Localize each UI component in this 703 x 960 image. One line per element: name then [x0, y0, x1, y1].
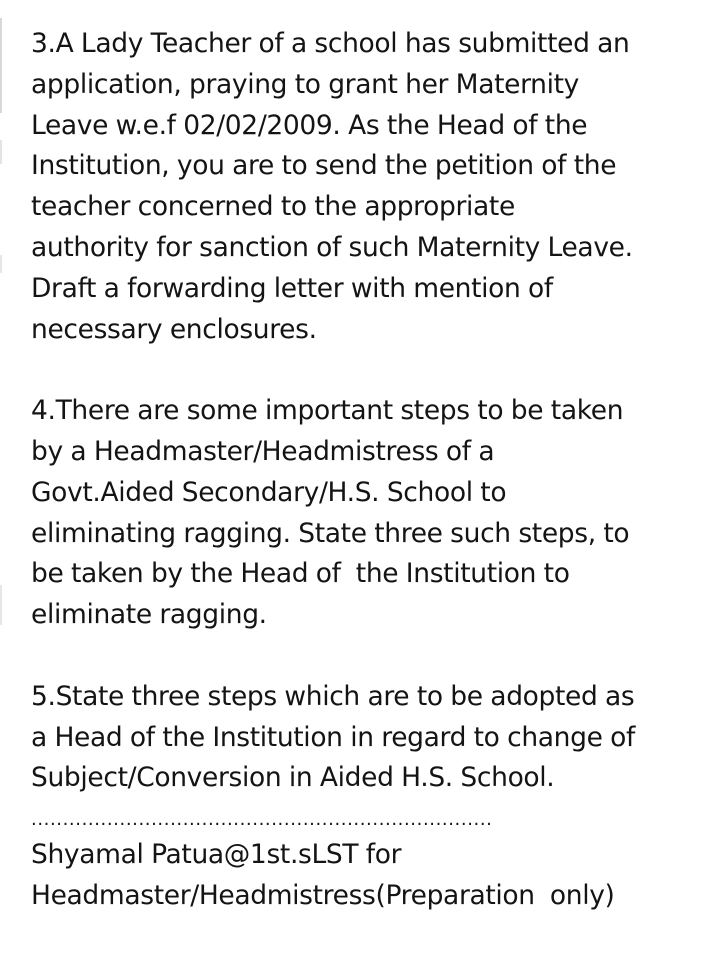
question-3-line: teacher concerned to the appropriate — [31, 191, 515, 223]
scan-edge-mark — [0, 585, 2, 625]
paragraph-gap — [31, 636, 691, 677]
question-3-line: Draft a forwarding letter with mention of — [31, 272, 553, 304]
question-3-line: 3.A Lady Teacher of a school has submitted an — [31, 28, 630, 59]
footer-line: Headmaster/Headmistress(Preparation only) — [31, 879, 615, 911]
question-4-line: be taken by the Head of the Institution to — [31, 558, 570, 590]
question-3-line: authority for sanction of such Maternity Leave. — [31, 231, 633, 263]
scan-edge-mark — [0, 140, 2, 164]
question-5-line: a Head of the Institution in regard to change of — [31, 721, 635, 753]
question-4-line: by a Headmaster/Headmistress of a — [31, 435, 495, 467]
question-3-line: necessary enclosures. — [31, 313, 317, 345]
footer-line: Shyamal Patua@1st.sLST for — [31, 839, 402, 871]
question-5-line: 5.State three steps which are to be adopted as — [31, 680, 635, 712]
paragraph-gap — [31, 350, 691, 391]
question-5 — [31, 677, 691, 799]
scan-edge-mark — [0, 18, 2, 113]
scan-edge-mark — [0, 255, 2, 273]
question-3-line: application, praying to grant her Maternity — [31, 68, 579, 100]
author-footer — [31, 835, 691, 917]
question-5-line: Subject/Conversion in Aided H.S. School. — [31, 762, 555, 794]
dotted-separator: ......................................................................... — [31, 809, 493, 831]
question-4-line: Govt.Aided Secondary/H.S. School to — [31, 476, 507, 508]
question-3-line: Leave w.e.f 02/02/2009. As the Head of the — [31, 109, 588, 141]
question-4-line: eliminating ragging. State three such steps, to — [31, 517, 630, 549]
document-body — [31, 24, 691, 917]
question-3-line: Institution, you are to send the petition of the — [31, 150, 617, 182]
question-3 — [31, 24, 691, 350]
question-4-line: eliminate ragging. — [31, 599, 267, 631]
question-4-line: 4.There are some important steps to be taken — [31, 395, 624, 427]
question-4 — [31, 391, 691, 636]
